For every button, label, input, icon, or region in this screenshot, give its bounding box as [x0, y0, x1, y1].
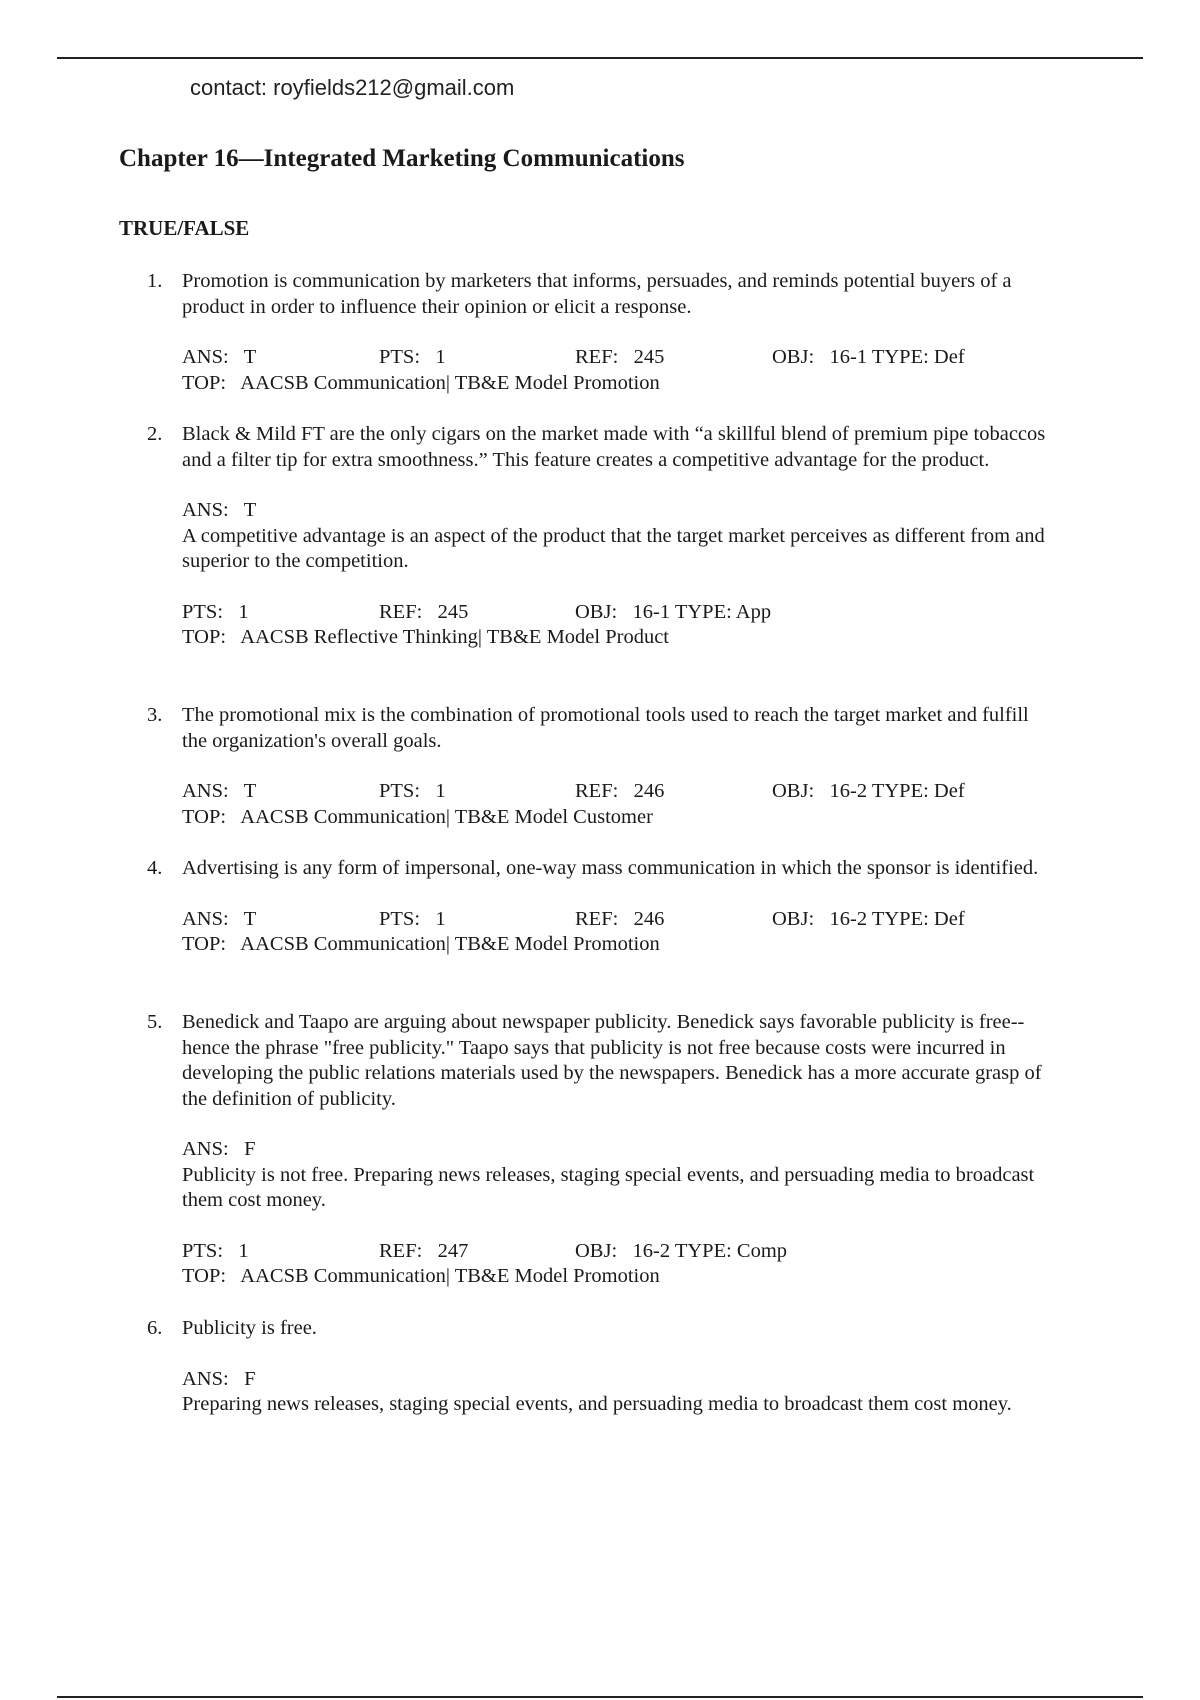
- answer: ANS: F: [182, 1138, 256, 1160]
- question-number: 6.: [147, 1317, 163, 1339]
- section-heading: TRUE/FALSE: [119, 216, 250, 240]
- question-4: [147, 856, 1047, 958]
- points: PTS: 1: [182, 600, 249, 623]
- objective-type: OBJ: 16-1 TYPE: Def: [772, 346, 965, 368]
- points: PTS: 1: [182, 1239, 249, 1262]
- answer-meta-row: [182, 907, 1047, 933]
- points: PTS: 1: [379, 346, 446, 368]
- objective-type: OBJ: 16-2 TYPE: Comp: [575, 1239, 788, 1262]
- question-number: 4.: [147, 857, 163, 879]
- topic: TOP: AACSB Communication| TB&E Model Promotion: [182, 933, 660, 955]
- reference: REF: 247: [379, 1239, 469, 1262]
- reference: REF: 246: [575, 907, 665, 930]
- answer: ANS: T: [182, 780, 257, 802]
- answer: ANS: T: [182, 499, 257, 521]
- question-text: Black & Mild FT are the only cigars on the market made with “a skillful blend of premium pipe tobaccos and a filter tip for extra smoothness.” This feature creates a competitive advantage for the product.: [182, 423, 1046, 471]
- question-number: 2.: [147, 423, 163, 445]
- objective-type: OBJ: 16-2 TYPE: Def: [772, 907, 965, 930]
- question-number: 3.: [147, 704, 163, 726]
- question-text: Publicity is free.: [182, 1317, 317, 1339]
- answer: ANS: T: [182, 346, 257, 368]
- answer: ANS: T: [182, 907, 257, 930]
- question-1: [147, 269, 1047, 396]
- question-text: The promotional mix is the combination of promotional tools used to reach the target market and fulfill the organization's overall goals.: [182, 704, 1029, 752]
- answer-meta-row: [182, 779, 1047, 805]
- topic: TOP: AACSB Communication| TB&E Model Promotion: [182, 371, 660, 394]
- explanation: A competitive advantage is an aspect of the product that the target market perceives as different from and superior to the competition.: [182, 524, 1045, 572]
- answer-meta-row: [182, 1239, 1047, 1265]
- topic: TOP: AACSB Communication| TB&E Model Customer: [182, 805, 653, 828]
- objective-type: OBJ: 16-1 TYPE: App: [575, 600, 772, 623]
- answer-meta-row: [182, 345, 1047, 371]
- explanation: Publicity is not free. Preparing news releases, staging special events, and persuading media to broadcast them cost money.: [182, 1163, 1035, 1211]
- points: PTS: 1: [379, 907, 446, 930]
- question-number: 1.: [147, 270, 163, 292]
- topic: TOP: AACSB Reflective Thinking| TB&E Model Product: [182, 626, 669, 648]
- points: PTS: 1: [379, 780, 446, 802]
- question-6: [147, 1316, 1047, 1418]
- answer-meta-row: [182, 600, 1047, 626]
- question-text: Advertising is any form of impersonal, one-way mass communication in which the sponsor is identified.: [182, 857, 1039, 879]
- explanation: Preparing news releases, staging special events, and persuading media to broadcast them cost money.: [182, 1393, 1012, 1415]
- question-number: 5.: [147, 1011, 163, 1033]
- reference: REF: 246: [575, 780, 665, 802]
- reference: REF: 245: [379, 600, 469, 623]
- contact-line: contact: royfields212@gmail.com: [190, 75, 515, 100]
- objective-type: OBJ: 16-2 TYPE: Def: [772, 780, 965, 802]
- question-2: [147, 422, 1047, 651]
- bottom-rule: [57, 1696, 1143, 1698]
- reference: REF: 245: [575, 346, 665, 368]
- answer: ANS: F: [182, 1367, 256, 1390]
- question-5: [147, 1010, 1047, 1290]
- question-text: Benedick and Taapo are arguing about newspaper publicity. Benedick says favorable publicity is free--hence the phrase "free publicity." Taapo says that publicity is not free because costs were incurred in developing the public relations materials used by the newspapers. Benedick has a more accurate grasp of the definition of publicity.: [182, 1011, 1042, 1110]
- question-3: [147, 703, 1047, 830]
- topic: TOP: AACSB Communication| TB&E Model Promotion: [182, 1265, 660, 1287]
- top-rule: [57, 57, 1143, 59]
- question-text: Promotion is communication by marketers that informs, persuades, and reminds potential buyers of a product in order to influence their opinion or elicit a response.: [182, 270, 1012, 318]
- chapter-title: Chapter 16—Integrated Marketing Communications: [119, 145, 685, 172]
